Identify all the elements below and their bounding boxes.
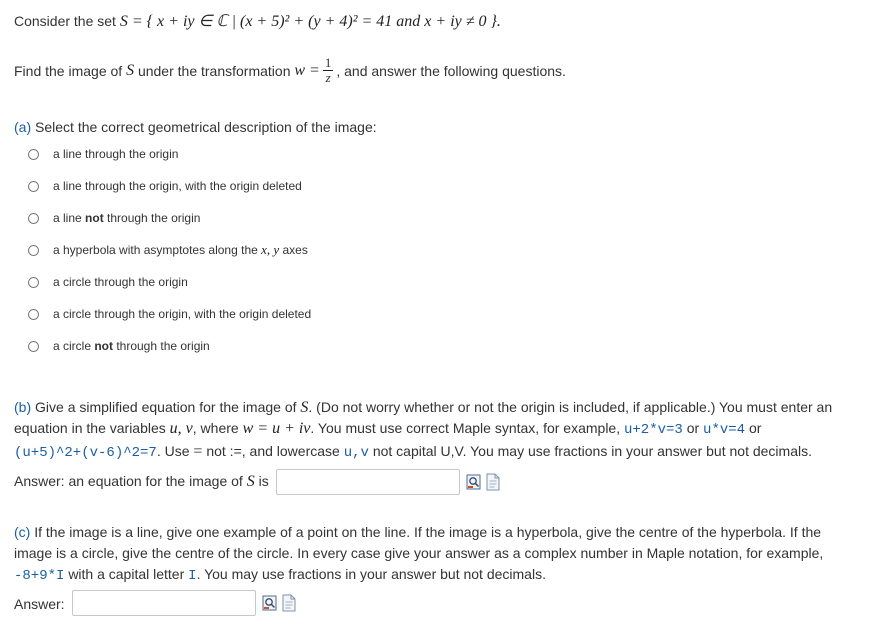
part-b-text: , where (192, 420, 239, 436)
part-b-answer-label (14, 473, 269, 491)
radio-button[interactable] (28, 277, 39, 288)
part-b-line-3 (14, 441, 864, 464)
part-b-text: or (686, 420, 700, 436)
part-c-text: . You may use fractions in your answer but not decimals. (196, 566, 546, 582)
option-text: a circle through the origin (53, 275, 188, 289)
option-line-through-origin[interactable] (28, 146, 178, 162)
complex-answer-input[interactable] (72, 590, 256, 616)
example-code: u+2*v=3 (624, 422, 683, 438)
part-b-line-2 (14, 418, 864, 441)
part-b-text: or (748, 420, 762, 436)
example-code: -8+9*I (14, 568, 65, 584)
syntax-help-icon[interactable] (281, 594, 297, 612)
part-c-text: If the image is a line, give one example of a point on the line. If the image is a hyperbola, give the centre of the hyperbola. If the (34, 524, 822, 540)
part-b-text: . (Do not worry whether or not the origin is included, if applicable.) You must enter an (308, 399, 833, 415)
option-circle-through-origin[interactable] (28, 274, 188, 290)
example-code: u,v (343, 445, 369, 461)
example-code: u*v=4 (703, 422, 746, 438)
example-code: (u+5)^2+(v-6)^2=7 (14, 445, 157, 461)
option-text-bold: not (94, 339, 113, 353)
option-line-origin-deleted[interactable] (28, 178, 302, 194)
radio-button[interactable] (28, 181, 39, 192)
part-b-text: . Use (156, 443, 190, 459)
set-symbol: S (126, 61, 135, 79)
option-text-post: axes (279, 243, 308, 257)
fraction-numerator: 1 (324, 55, 332, 70)
find-suffix: , and answer the following questions. (336, 62, 566, 79)
radio-button[interactable] (28, 149, 39, 160)
part-b-instructions (14, 397, 864, 464)
part-b-text: , and lowercase (241, 443, 340, 459)
option-math-xy: x, y (261, 242, 280, 257)
option-text-pre: a circle (53, 339, 95, 353)
part-b-label: (b) (14, 399, 32, 415)
radio-button[interactable] (28, 245, 39, 256)
option-text: a line through the origin, with the origin deleted (53, 179, 302, 193)
w-equals: w = (294, 61, 320, 79)
option-text-post: through the origin (103, 211, 201, 225)
option-text-pre: a hyperbola with asymptotes along the (53, 243, 262, 257)
part-c-line-1 (14, 522, 864, 543)
part-b-text: . You must use correct Maple syntax, for example, (310, 420, 621, 436)
part-b-line-1 (14, 397, 864, 418)
option-text: a circle through the origin, with the origin deleted (53, 307, 312, 321)
answer-prefix: Answer: an equation for the image of (14, 473, 243, 489)
find-line (14, 56, 566, 85)
part-b-text: not capital U,V. You may use fractions in your answer but not decimals. (372, 443, 812, 459)
part-a-label: (a) (14, 119, 32, 135)
set-symbol: S (300, 399, 309, 416)
fraction-one-over-z (323, 56, 334, 85)
preview-icon[interactable] (262, 594, 278, 612)
equals-sign: = (193, 443, 203, 460)
radio-button[interactable] (28, 213, 39, 224)
preview-icon[interactable] (466, 473, 482, 491)
option-line-not-through-origin[interactable] (28, 210, 200, 226)
part-c-answer-label: Answer: (14, 596, 65, 612)
answer-is: is (258, 473, 269, 489)
fraction-denominator: z (325, 70, 331, 85)
part-a-text: Select the correct geometrical description of the image: (35, 119, 377, 135)
variables-uv: u, v (169, 420, 193, 437)
part-c-instructions (14, 522, 864, 587)
option-text-bold: not (85, 211, 104, 225)
option-text-pre: a line (53, 211, 86, 225)
capital-i-code: I (188, 568, 197, 584)
part-b-text: equation in the variables (14, 420, 166, 436)
equation-answer-input[interactable] (276, 469, 460, 495)
syntax-help-icon[interactable] (485, 473, 501, 491)
part-a-question (14, 119, 377, 135)
intro-prefix: Consider the set (14, 13, 116, 29)
option-text-post: through the origin (113, 339, 210, 353)
part-c-line-2: image is a circle, give the centre of the circle. In every case give your answer as a complex number in Maple notation, for example, (14, 545, 824, 561)
w-definition: w = u + iv (242, 420, 311, 437)
radio-button[interactable] (28, 341, 39, 352)
part-c-text: with a capital letter (68, 566, 185, 582)
part-c-label: (c) (14, 524, 31, 540)
radio-button[interactable] (28, 309, 39, 320)
set-definition: S = { x + iy ∈ ℂ | (x + 5)² + (y + 4)² = 41 and x + iy ≠ 0 }. (119, 13, 501, 30)
part-b-text: not := (206, 443, 242, 459)
part-c-line-3 (14, 564, 864, 587)
option-text: a line through the origin (53, 147, 179, 161)
option-hyperbola[interactable] (28, 242, 308, 258)
option-circle-origin-deleted[interactable] (28, 306, 311, 322)
set-symbol: S (246, 473, 255, 490)
intro-line (14, 11, 501, 31)
find-prefix: Find the image of (14, 62, 123, 79)
option-circle-not-through-origin[interactable] (28, 338, 210, 354)
part-b-text: Give a simplified equation for the image of (35, 399, 297, 415)
find-middle: under the transformation (137, 62, 291, 79)
